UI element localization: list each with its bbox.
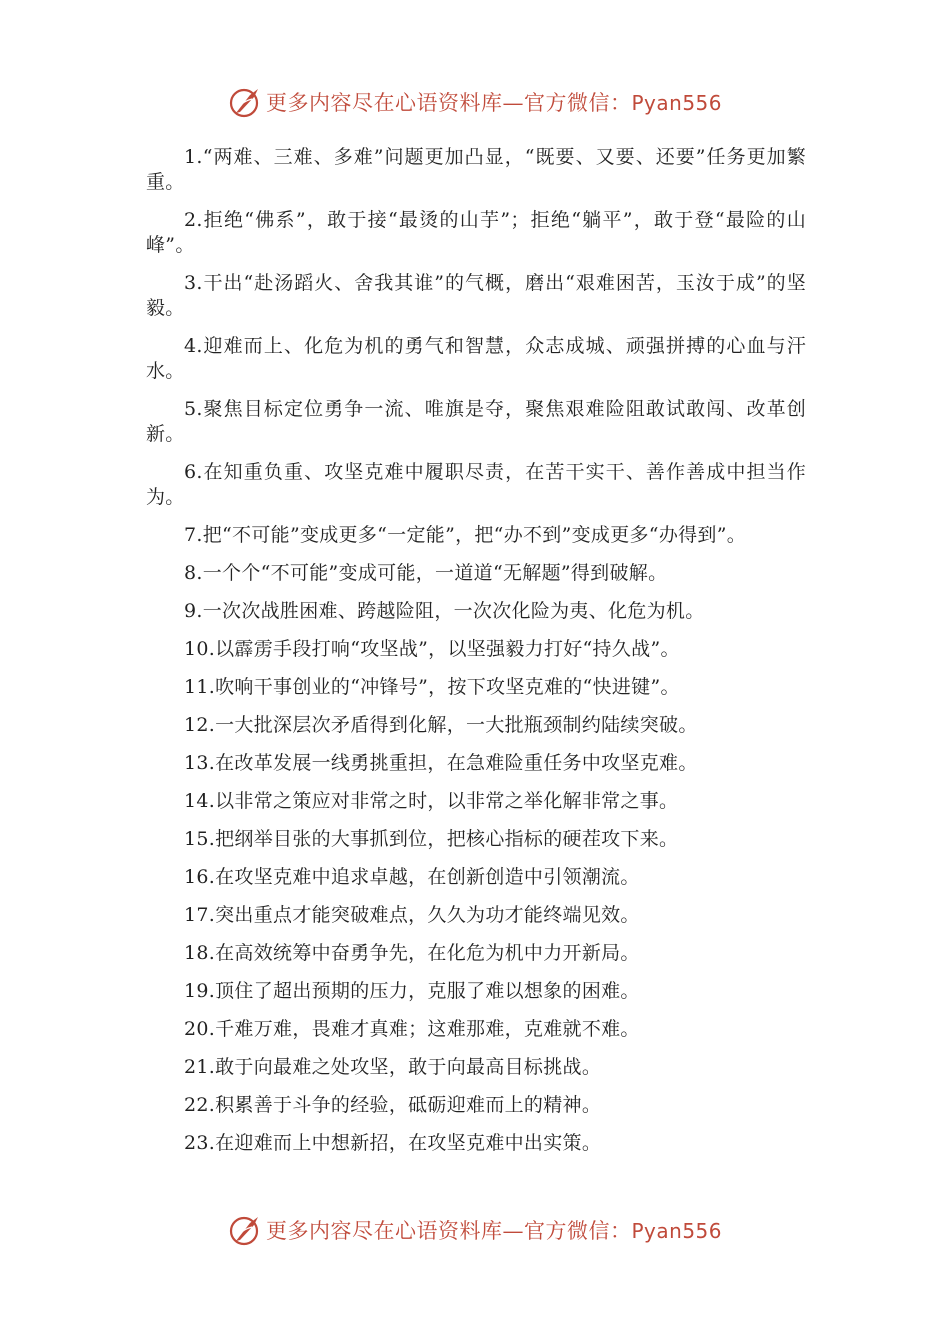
wechat-handle: Pyan556 — [631, 91, 722, 115]
list-item: 8.一个个“不可能”变成可能，一道道“无解题”得到破解。 — [184, 562, 668, 584]
quill-logo-icon — [228, 1213, 262, 1247]
list-item: 9.一次次战胜困难、跨越险阻，一次次化险为夷、化危为机。 — [184, 600, 705, 622]
footer-banner — [0, 1210, 950, 1250]
list-item: 6.在知重负重、攻坚克难中履职尽责，在苦干实干、善作善成中担当作为。 — [146, 461, 806, 508]
quill-logo-icon — [228, 85, 262, 119]
list-item: 4.迎难而上、化危为机的勇气和智慧，众志成城、顽强拼搏的心血与汗水。 — [146, 335, 806, 382]
list-item: 1.“两难、三难、多难”问题更加凸显，“既要、又要、还要”任务更加繁重。 — [146, 146, 806, 193]
banner-text: 更多内容尽在心语资料库—官方微信：Pyan556 — [265, 1219, 722, 1243]
list-item: 22.积累善于斗争的经验，砥砺迎难而上的精神。 — [184, 1094, 602, 1116]
list-item: 23.在迎难而上中想新招，在攻坚克难中出实策。 — [184, 1132, 602, 1154]
list-item: 20.千难万难，畏难才真难；这难那难，克难就不难。 — [184, 1018, 640, 1040]
list-item: 7.把“不可能”变成更多“一定能”，把“办不到”变成更多“办得到”。 — [184, 524, 747, 546]
list-item: 14.以非常之策应对非常之时，以非常之举化解非常之事。 — [184, 790, 679, 812]
list-item: 16.在攻坚克难中追求卓越，在创新创造中引领潮流。 — [184, 866, 640, 888]
list-item: 19.顶住了超出预期的压力，克服了难以想象的困难。 — [184, 980, 640, 1002]
list-item: 15.把纲举目张的大事抓到位，把核心指标的硬茬攻下来。 — [184, 828, 679, 850]
header-banner — [0, 82, 950, 122]
list-item: 11.吹响干事创业的“冲锋号”，按下攻坚克难的“快进键”。 — [184, 676, 680, 698]
list-item: 3.干出“赴汤蹈火、舍我其谁”的气概，磨出“艰难困苦，玉汝于成”的坚毅。 — [146, 272, 806, 319]
list-item: 13.在改革发展一线勇挑重担，在急难险重任务中攻坚克难。 — [184, 752, 698, 774]
document-body — [146, 145, 806, 1169]
list-item: 10.以霹雳手段打响“攻坚战”，以坚强毅力打好“持久战”。 — [184, 638, 680, 660]
list-item: 2.拒绝“佛系”，敢于接“最烫的山芋”；拒绝“躺平”，敢于登“最险的山峰”。 — [146, 209, 806, 256]
list-item: 12.一大批深层次矛盾得到化解，一大批瓶颈制约陆续突破。 — [184, 714, 698, 736]
wechat-handle: Pyan556 — [631, 1219, 722, 1243]
banner-text: 更多内容尽在心语资料库—官方微信：Pyan556 — [265, 91, 722, 115]
list-item: 5.聚焦目标定位勇争一流、唯旗是夺，聚焦艰难险阻敢试敢闯、改革创新。 — [146, 398, 806, 445]
list-item: 17.突出重点才能突破难点，久久为功才能终端见效。 — [184, 904, 640, 926]
list-item: 21.敢于向最难之处攻坚，敢于向最高目标挑战。 — [184, 1056, 602, 1078]
list-item: 18.在高效统筹中奋勇争先，在化危为机中力开新局。 — [184, 942, 640, 964]
